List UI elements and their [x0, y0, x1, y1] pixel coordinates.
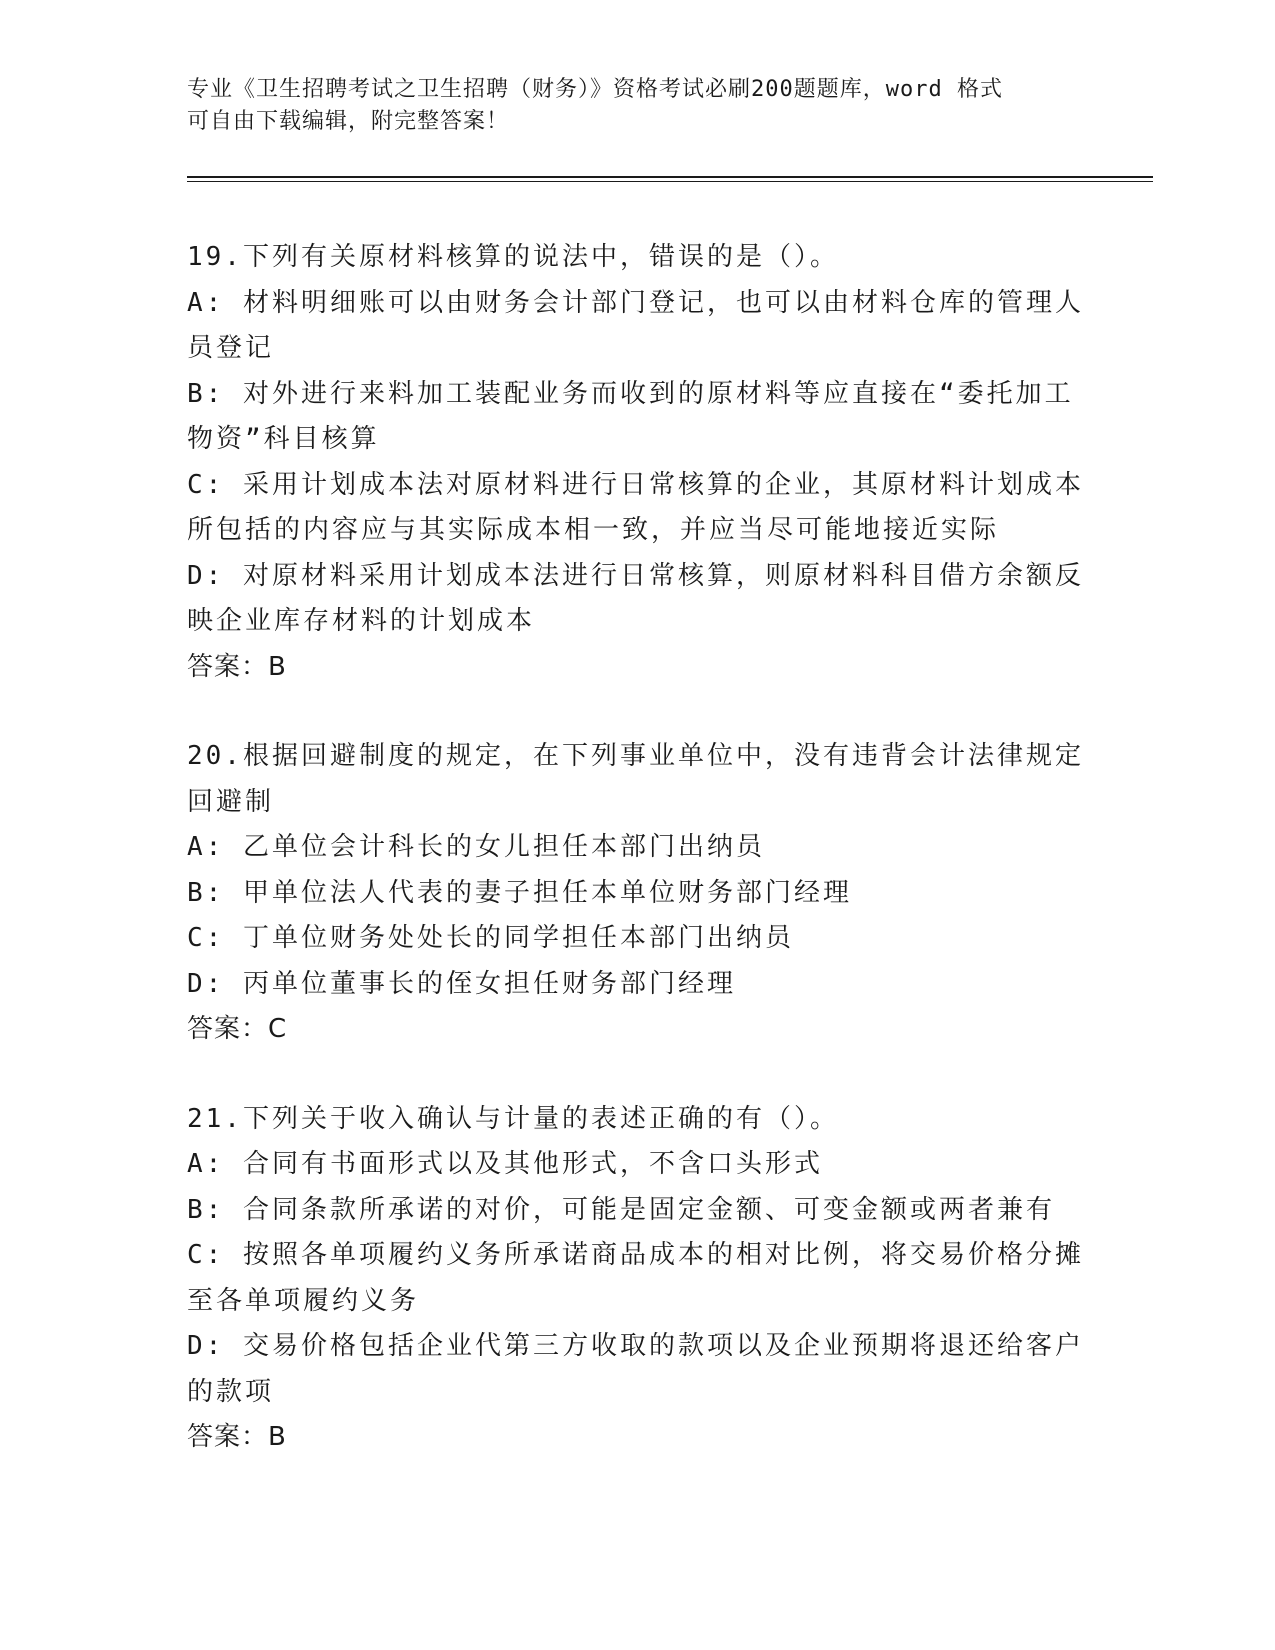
- option-d: [187, 554, 1087, 645]
- option-d: [187, 1324, 1087, 1415]
- header-line-1: 专业《卫生招聘考试之卫生招聘（财务）》资格考试必刷200题题库，word 格式: [187, 77, 1003, 102]
- option-line: C: 丁单位财务处处长的同学担任本部门出纳员: [187, 923, 794, 953]
- option-a: [187, 825, 1087, 871]
- header-divider-thin: [187, 181, 1153, 182]
- question-stem: 20.根据回避制度的规定，在下列事业单位中，没有违背会计法律规定: [187, 741, 1084, 771]
- option-line: 员登记: [187, 333, 275, 363]
- option-line: 至各单项履约义务: [187, 1285, 420, 1316]
- option-line: B: 合同条款所承诺的对价，可能是固定金额、可变金额或两者兼有: [187, 1194, 1055, 1225]
- header-divider-thick: [187, 176, 1153, 178]
- answer-label: 答案：B: [187, 651, 287, 682]
- option-line: B: 甲单位法人代表的妻子担任本单位财务部门经理: [187, 877, 852, 908]
- option-line: 所包括的内容应与其实际成本相一致，并应当尽可能地接近实际: [187, 515, 1000, 545]
- option-d: [187, 962, 1087, 1008]
- option-line: D: 交易价格包括企业代第三方收取的款项以及企业预期将退还给客户: [187, 1331, 1084, 1361]
- option-line: D: 丙单位董事长的侄女担任财务部门经理: [187, 968, 736, 999]
- question-20: [187, 734, 1087, 1053]
- question-list: [187, 235, 1087, 1505]
- option-line: A: 材料明细账可以由财务会计部门登记，也可以由材料仓库的管理人: [187, 287, 1084, 318]
- option-line: 物资”科目核算: [187, 424, 380, 454]
- option-line: 映企业库存材料的计划成本: [187, 606, 536, 636]
- question-stem: 21.下列关于收入确认与计量的表述正确的有（）。: [187, 1103, 839, 1134]
- option-line: A: 合同有书面形式以及其他形式，不含口头形式: [187, 1149, 823, 1179]
- option-b: [187, 871, 1087, 917]
- header-line-2: 可自由下载编辑，附完整答案！: [187, 109, 510, 134]
- document-header: [187, 74, 1067, 138]
- option-line: C: 按照各单项履约义务所承诺商品成本的相对比例，将交易价格分摊: [187, 1240, 1084, 1270]
- question-19: [187, 235, 1087, 690]
- answer-label: 答案：B: [187, 1422, 287, 1452]
- question-stem: 19.下列有关原材料核算的说法中，错误的是（）。: [187, 242, 839, 272]
- option-b: [187, 372, 1087, 463]
- question-21: [187, 1097, 1087, 1461]
- option-line: D: 对原材料采用计划成本法进行日常核算，则原材料科目借方余额反: [187, 560, 1084, 591]
- question-stem: 回避制: [187, 786, 275, 817]
- option-a: [187, 281, 1087, 372]
- option-c: [187, 463, 1087, 554]
- answer-label: 答案：C: [187, 1014, 288, 1044]
- option-c: [187, 916, 1087, 962]
- option-line: C: 采用计划成本法对原材料进行日常核算的企业，其原材料计划成本: [187, 469, 1084, 500]
- option-line: 的款项: [187, 1376, 275, 1407]
- option-c: [187, 1233, 1087, 1324]
- option-line: B: 对外进行来料加工装配业务而收到的原材料等应直接在“委托加工: [187, 378, 1074, 409]
- option-b: [187, 1188, 1087, 1234]
- option-line: A: 乙单位会计科长的女儿担任本部门出纳员: [187, 832, 765, 862]
- option-a: [187, 1142, 1087, 1188]
